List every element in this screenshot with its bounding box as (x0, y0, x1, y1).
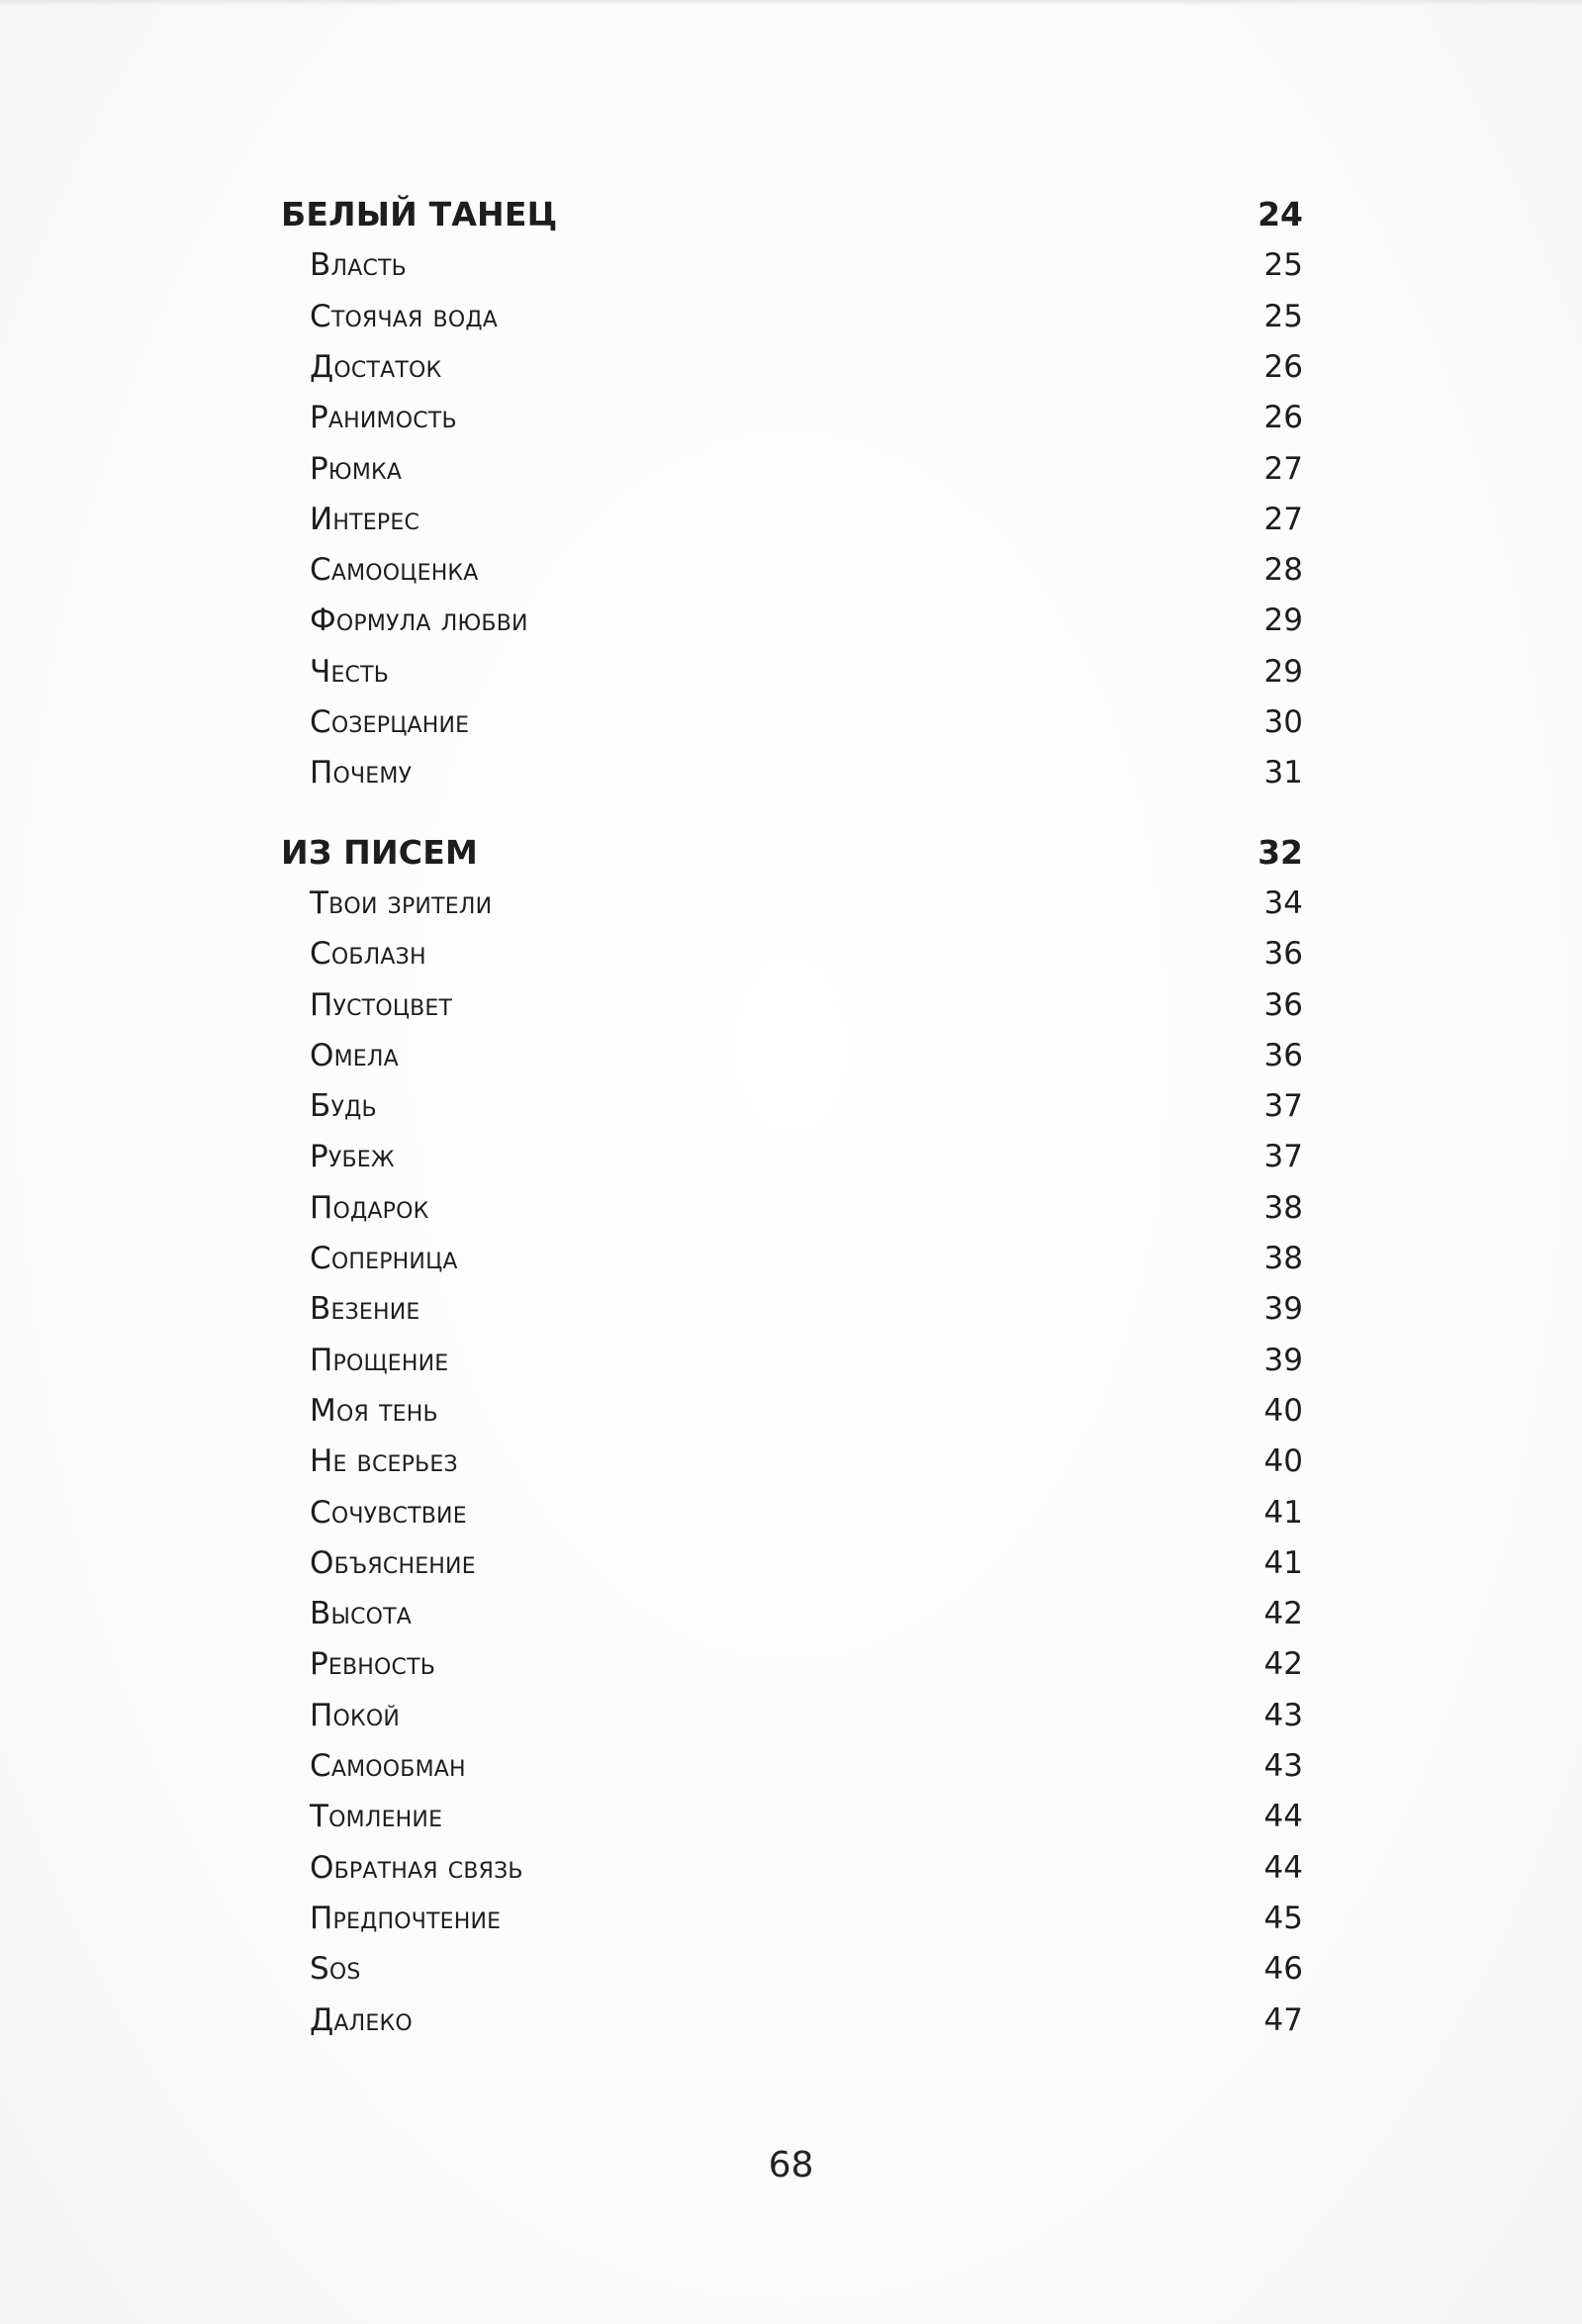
toc-entry (310, 976, 1303, 1025)
toc-entry (310, 1331, 1303, 1380)
entry-page-number: 37 (1263, 1088, 1303, 1125)
entry-page-number: 41 (1263, 1494, 1303, 1531)
entry-page-number: 27 (1263, 450, 1303, 487)
dot-leader (505, 1897, 1257, 1936)
toc-entry (310, 439, 1303, 489)
dot-leader (399, 1135, 1258, 1174)
toc-entry (310, 1432, 1303, 1481)
entry-title: Формула любви (310, 603, 528, 639)
toc-entry (310, 1584, 1303, 1633)
entry-title: Предпочтение (310, 1900, 502, 1936)
dot-leader (461, 396, 1258, 435)
entry-title: Созерцание (310, 704, 470, 740)
page-number: 68 (768, 2145, 814, 2185)
entry-title: Честь (310, 653, 390, 690)
entry-page-number: 38 (1263, 1241, 1303, 1276)
entry-page-number: 36 (1263, 936, 1303, 973)
entry-page-number: 42 (1263, 1596, 1303, 1632)
entry-page-number: 34 (1263, 884, 1303, 921)
toc-entry (310, 1178, 1303, 1228)
entry-title: Почему (310, 755, 413, 791)
entry-title: Рюмка (310, 450, 403, 487)
entry-title: Прощение (310, 1342, 449, 1378)
dot-leader (432, 1186, 1257, 1226)
entry-page-number: 42 (1263, 1646, 1303, 1683)
toc-entry (310, 1939, 1303, 1989)
toc-entry (310, 743, 1303, 792)
toc-entry (310, 337, 1303, 387)
dot-leader (416, 1592, 1258, 1631)
dot-leader (456, 983, 1257, 1023)
dot-leader (446, 1795, 1257, 1834)
dot-leader (442, 1389, 1258, 1429)
dot-leader (470, 1744, 1258, 1784)
dot-leader (430, 932, 1258, 972)
entry-title: Покой (310, 1697, 401, 1733)
dot-leader (462, 1237, 1258, 1276)
toc-entry (310, 1229, 1303, 1278)
dot-leader (482, 831, 1252, 871)
entry-page-number: 29 (1263, 603, 1303, 639)
dot-leader (423, 1287, 1257, 1327)
dot-leader (483, 548, 1258, 588)
dot-leader (471, 1491, 1258, 1531)
entry-page-number: 37 (1263, 1139, 1303, 1175)
entry-page-number: 36 (1263, 986, 1303, 1023)
dot-leader (452, 1339, 1257, 1378)
entry-title: Соблазн (310, 936, 426, 973)
dot-leader (480, 1541, 1258, 1581)
entry-title: Сочувствие (310, 1494, 467, 1531)
dot-leader (502, 295, 1258, 334)
entry-page-number: 45 (1263, 1900, 1303, 1936)
dot-leader (417, 1999, 1258, 2038)
entry-title: Соперница (310, 1241, 458, 1276)
entry-page-number: 46 (1263, 1951, 1303, 1988)
toc-entry (310, 1991, 1303, 2040)
dot-leader (411, 243, 1258, 283)
entry-page-number: 38 (1263, 1189, 1303, 1226)
toc-entry (310, 1026, 1303, 1075)
toc-entry (310, 1127, 1303, 1176)
dot-leader (473, 700, 1257, 740)
entry-page-number: 44 (1263, 1849, 1303, 1886)
entry-title: Омела (310, 1037, 399, 1073)
dot-leader (439, 1642, 1258, 1682)
dot-leader (462, 1440, 1258, 1479)
dot-leader (527, 1846, 1258, 1886)
entry-title: Интерес (310, 501, 419, 537)
entry-page-number: 31 (1263, 755, 1303, 791)
toc-entry (310, 1279, 1303, 1329)
dot-leader (561, 193, 1252, 232)
toc-entry (310, 874, 1303, 923)
dot-leader (381, 1084, 1258, 1124)
toc-entry (310, 1838, 1303, 1888)
dot-leader (445, 345, 1257, 385)
toc-entry (310, 924, 1303, 974)
toc-entry (310, 1686, 1303, 1735)
dot-leader (365, 1947, 1258, 1987)
entry-page-number: 39 (1263, 1291, 1303, 1328)
entry-title: Объяснение (310, 1544, 476, 1581)
toc-entry (310, 287, 1303, 336)
entry-title: Далеко (310, 2001, 413, 2038)
toc-section-heading (281, 823, 1303, 873)
section-page-number: 24 (1257, 195, 1303, 233)
section-title: БЕЛЫЙ ТАНЕЦ (281, 195, 558, 233)
entry-title: Ранимость (310, 400, 457, 436)
toc-entry (310, 388, 1303, 437)
entry-title: Достаток (310, 348, 442, 385)
entry-title: Обратная связь (310, 1849, 523, 1886)
dot-leader (404, 1694, 1258, 1733)
entry-page-number: 44 (1263, 1799, 1303, 1835)
entry-title: Стоячая вода (310, 298, 499, 334)
entry-title: Высота (310, 1596, 413, 1632)
toc-entry (310, 235, 1303, 285)
entry-title: Пустоцвет (310, 986, 453, 1023)
entry-page-number: 40 (1263, 1392, 1303, 1429)
toc-entry (310, 1483, 1303, 1533)
dot-leader (416, 751, 1257, 790)
section-title: ИЗ ПИСЕМ (281, 832, 478, 872)
entry-page-number: 39 (1263, 1342, 1303, 1378)
entry-page-number: 43 (1263, 1748, 1303, 1784)
entry-title: Рубеж (310, 1139, 395, 1175)
entry-title: Власть (310, 247, 407, 284)
dot-leader (496, 882, 1257, 921)
entry-title: Самооценка (310, 552, 479, 589)
toc-entry (310, 1076, 1303, 1126)
toc-entry (310, 642, 1303, 692)
dot-leader (393, 650, 1258, 690)
entry-page-number: 40 (1263, 1443, 1303, 1480)
dot-leader (423, 498, 1258, 537)
entry-page-number: 47 (1263, 2001, 1303, 2038)
dot-leader (532, 599, 1258, 638)
toc-entry (310, 1787, 1303, 1836)
toc-entry (310, 540, 1303, 590)
toc-entry (310, 1381, 1303, 1431)
entry-page-number: 25 (1263, 298, 1303, 334)
entry-page-number: 28 (1263, 552, 1303, 589)
entry-page-number: 41 (1263, 1544, 1303, 1581)
entry-title: Самообман (310, 1748, 466, 1784)
toc-entry (310, 1736, 1303, 1786)
toc-entry (310, 591, 1303, 640)
dot-leader (406, 447, 1257, 487)
toc-section-heading (281, 185, 1303, 234)
toc-entry (310, 1634, 1303, 1684)
entry-page-number: 43 (1263, 1697, 1303, 1733)
toc-entry (310, 693, 1303, 742)
entry-title: Твои зрители (310, 884, 493, 921)
entry-title: Моя тень (310, 1392, 438, 1429)
entry-page-number: 36 (1263, 1037, 1303, 1073)
entry-title: Будь (310, 1088, 377, 1125)
toc-entry (310, 1889, 1303, 1938)
entry-page-number: 27 (1263, 501, 1303, 537)
entry-title: Не всерьез (310, 1443, 458, 1480)
section-page-number: 32 (1257, 832, 1303, 872)
entry-page-number: 26 (1263, 400, 1303, 436)
entry-title: Sos (310, 1951, 361, 1988)
toc-entry (310, 1534, 1303, 1583)
entry-title: Везение (310, 1291, 420, 1328)
entry-page-number: 26 (1263, 348, 1303, 385)
toc-entry (310, 490, 1303, 539)
entry-title: Томление (310, 1799, 443, 1835)
entry-title: Подарок (310, 1189, 429, 1226)
entry-page-number: 30 (1263, 704, 1303, 740)
entry-page-number: 29 (1263, 653, 1303, 690)
entry-title: Ревность (310, 1646, 436, 1683)
dot-leader (403, 1034, 1258, 1073)
entry-page-number: 25 (1263, 247, 1303, 284)
